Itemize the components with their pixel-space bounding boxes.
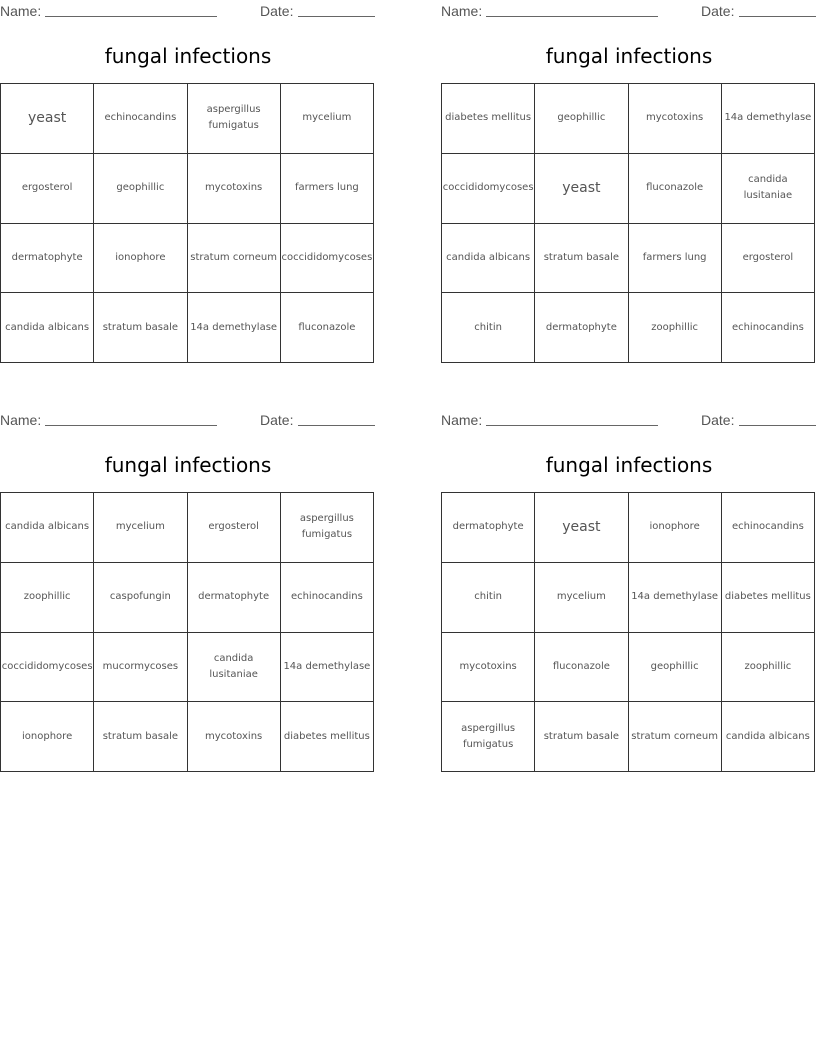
grid-cell: zoophillic (722, 633, 815, 703)
grid-cell: stratum basale (94, 702, 187, 772)
bingo-grid (0, 492, 374, 772)
grid-cell: candida albicans (442, 224, 535, 294)
card-title: fungal infections (104, 44, 272, 68)
date-line (739, 16, 816, 17)
card-title: fungal infections (104, 453, 272, 477)
grid-cell: stratum basale (535, 702, 628, 772)
grid-cell: echinocandins (722, 493, 815, 563)
card-title: fungal infections (545, 44, 713, 68)
bingo-grid (441, 83, 815, 363)
grid-cell: fluconazole (535, 633, 628, 703)
grid-cell: geophillic (535, 84, 628, 154)
grid-cell: geophillic (94, 154, 187, 224)
bingo-card-2 (441, 0, 816, 380)
grid-cell: mycelium (535, 563, 628, 633)
grid-cell: echinocandins (94, 84, 187, 154)
card-header (0, 409, 376, 431)
grid-cell: aspergillus fumigatus (188, 84, 281, 154)
name-label: Name: (0, 412, 42, 428)
grid-cell: farmers lung (281, 154, 374, 224)
grid-cell: fluconazole (281, 293, 374, 363)
date-label: Date: (260, 412, 294, 428)
grid-cell: stratum corneum (629, 702, 722, 772)
grid-cell: mycelium (94, 493, 187, 563)
name-line (486, 425, 658, 426)
grid-cell: caspofungin (94, 563, 187, 633)
grid-cell: yeast (1, 84, 94, 154)
name-line (45, 16, 217, 17)
grid-cell: zoophillic (629, 293, 722, 363)
grid-cell: ergosterol (722, 224, 815, 294)
grid-cell: coccididomycoses (1, 633, 94, 703)
date-label: Date: (260, 3, 294, 19)
grid-cell: stratum basale (94, 293, 187, 363)
grid-cell: ergosterol (188, 493, 281, 563)
grid-cell: ergosterol (1, 154, 94, 224)
grid-cell: fluconazole (629, 154, 722, 224)
bingo-grid (441, 492, 815, 772)
grid-cell: ionophore (1, 702, 94, 772)
grid-cell: 14a demethylase (281, 633, 374, 703)
date-line (298, 425, 375, 426)
bingo-card-4 (441, 409, 816, 789)
grid-cell: echinocandins (722, 293, 815, 363)
grid-cell: aspergillus fumigatus (442, 702, 535, 772)
grid-cell: dermatophyte (1, 224, 94, 294)
grid-cell: diabetes mellitus (442, 84, 535, 154)
name-line (45, 425, 217, 426)
grid-cell: 14a demethylase (188, 293, 281, 363)
card-header (441, 0, 816, 22)
grid-cell: candida albicans (722, 702, 815, 772)
grid-cell: stratum corneum (188, 224, 281, 294)
grid-cell: candida albicans (1, 493, 94, 563)
grid-cell: dermatophyte (442, 493, 535, 563)
grid-cell: 14a demethylase (722, 84, 815, 154)
grid-cell: mycelium (281, 84, 374, 154)
grid-cell: mycotoxins (188, 154, 281, 224)
grid-cell: candida lusitaniae (722, 154, 815, 224)
name-label: Name: (441, 3, 483, 19)
grid-cell: diabetes mellitus (722, 563, 815, 633)
bingo-card-3 (0, 409, 376, 789)
grid-cell: yeast (535, 493, 628, 563)
grid-cell: echinocandins (281, 563, 374, 633)
date-line (298, 16, 375, 17)
grid-cell: coccididomycoses (281, 224, 374, 294)
grid-cell: chitin (442, 563, 535, 633)
grid-cell: mucormycoses (94, 633, 187, 703)
grid-cell: 14a demethylase (629, 563, 722, 633)
bingo-card-1 (0, 0, 376, 380)
grid-cell: candida lusitaniae (188, 633, 281, 703)
grid-cell: aspergillus fumigatus (281, 493, 374, 563)
grid-cell: geophillic (629, 633, 722, 703)
name-label: Name: (441, 412, 483, 428)
grid-cell: zoophillic (1, 563, 94, 633)
grid-cell: dermatophyte (535, 293, 628, 363)
grid-cell: yeast (535, 154, 628, 224)
card-header (0, 0, 376, 22)
name-label: Name: (0, 3, 42, 19)
date-line (739, 425, 816, 426)
grid-cell: chitin (442, 293, 535, 363)
grid-cell: candida albicans (1, 293, 94, 363)
date-label: Date: (701, 3, 735, 19)
grid-cell: farmers lung (629, 224, 722, 294)
bingo-grid (0, 83, 374, 363)
grid-cell: dermatophyte (188, 563, 281, 633)
card-title: fungal infections (545, 453, 713, 477)
grid-cell: ionophore (629, 493, 722, 563)
grid-cell: mycotoxins (442, 633, 535, 703)
card-header (441, 409, 816, 431)
grid-cell: stratum basale (535, 224, 628, 294)
name-line (486, 16, 658, 17)
grid-cell: mycotoxins (629, 84, 722, 154)
grid-cell: ionophore (94, 224, 187, 294)
grid-cell: mycotoxins (188, 702, 281, 772)
grid-cell: diabetes mellitus (281, 702, 374, 772)
date-label: Date: (701, 412, 735, 428)
grid-cell: coccididomycoses (442, 154, 535, 224)
